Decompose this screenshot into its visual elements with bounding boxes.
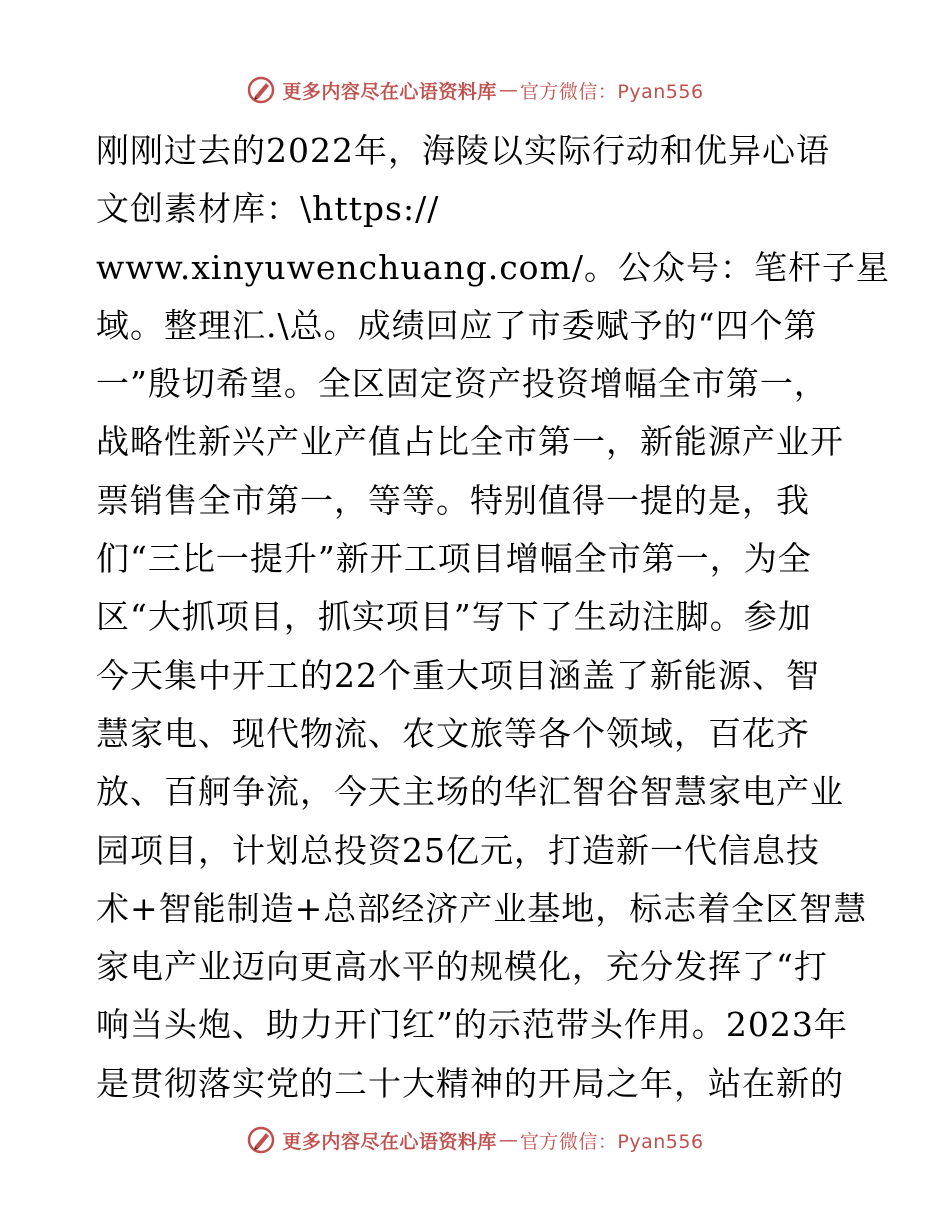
text-line: 今天集中开工的22个重大项目涵盖了新能源、智 xyxy=(96,655,820,695)
text-line: 文创素材库：\https:// xyxy=(96,189,440,229)
text-line: 区“大抓项目，抓实项目”写下了生动注脚。参加 xyxy=(96,597,812,637)
text-line: 一”殷切希望。全区固定资产投资增幅全市第一， xyxy=(96,364,828,404)
text-line: 放、百舸争流，今天主场的华汇智谷智慧家电产业 xyxy=(96,772,844,812)
text-line: 刚刚过去的2022年，海陵以实际行动和优异心语 xyxy=(96,131,830,170)
text-line: 术+智能制造+总部经济产业基地，标志着全区智慧 xyxy=(96,888,868,928)
pen-logo-icon xyxy=(246,1125,276,1155)
pen-logo-icon xyxy=(246,75,276,105)
banner-separator: — xyxy=(498,79,518,101)
text-line: 们“三比一提升”新开工项目增幅全市第一，为全 xyxy=(96,539,812,579)
banner-contact: 官方微信：Pyan556 xyxy=(519,80,704,103)
text-line: 票销售全市第一，等等。特别值得一提的是，我 xyxy=(96,480,810,520)
text-line: 战略性新兴产业产值占比全市第一，新能源产业开 xyxy=(96,422,844,462)
text-line: www.xinyuwenchuang.com/。公众号：笔杆子星 xyxy=(96,247,890,287)
text-line: 慧家电、现代物流、农文旅等各个领域，百花齐 xyxy=(96,713,810,753)
text-line: 家电产业迈向更高水平的规模化，充分发挥了“打 xyxy=(96,947,828,987)
text-line: 是贯彻落实党的二十大精神的开局之年，站在新的 xyxy=(96,1063,844,1103)
banner-text: 更多内容尽在心语资料库 xyxy=(282,1130,497,1153)
text-line: 域。整理汇.\总。成绩回应了市委赋予的“四个第 xyxy=(96,305,818,345)
banner-text: 更多内容尽在心语资料库 xyxy=(282,80,497,103)
document-body xyxy=(96,122,890,1113)
text-line: 园项目，计划总投资25亿元，打造新一代信息技 xyxy=(96,830,820,870)
text-line: 响当头炮、助力开门红”的示范带头作用。2023年 xyxy=(96,1005,848,1045)
footer-banner xyxy=(0,1118,950,1162)
banner-separator: — xyxy=(498,1129,518,1151)
header-banner xyxy=(0,68,950,112)
banner-contact: 官方微信：Pyan556 xyxy=(519,1130,704,1153)
